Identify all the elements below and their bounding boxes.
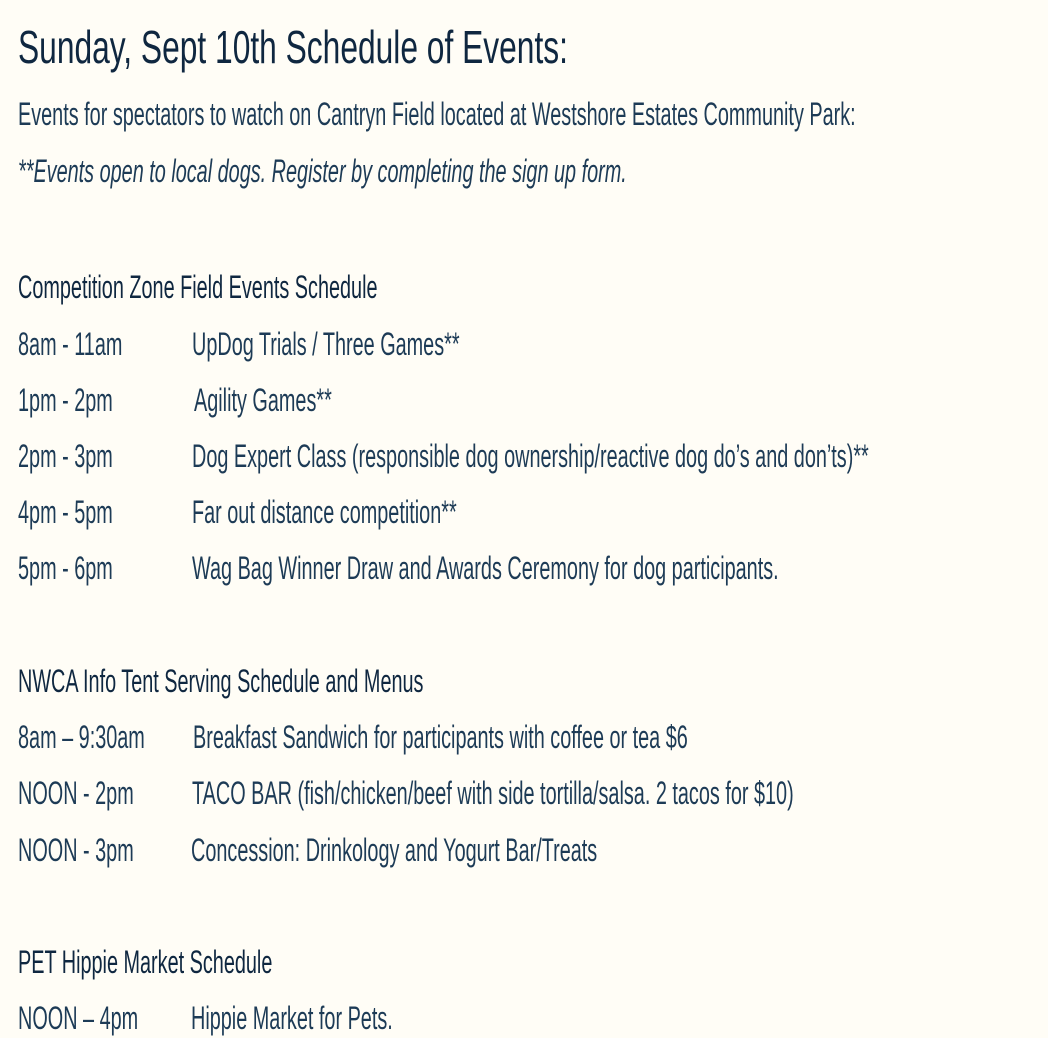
schedule-event-text: Agility Games**: [194, 382, 332, 418]
schedule-event-text: UpDog Trials / Three Games**: [192, 326, 460, 362]
menu-item: [192, 773, 1048, 813]
registration-note: [18, 151, 1000, 191]
info-tent-heading[interactable]: [18, 661, 672, 701]
schedule-time-text: 8am - 11am: [18, 326, 123, 362]
menu-time: [18, 717, 223, 757]
competition-zone-heading[interactable]: [18, 267, 598, 307]
menu-item-text: Concession: Drinkology and Yogurt Bar/Treats: [191, 832, 598, 868]
page-title-text: Sunday, Sept 10th Schedule of Events:: [18, 21, 568, 73]
market-time: [18, 998, 212, 1038]
schedule-time: [18, 548, 171, 588]
market-time-text: NOON – 4pm: [18, 1000, 139, 1036]
menu-item: [193, 717, 991, 757]
schedule-event: [192, 492, 619, 532]
schedule-event: [192, 548, 1048, 588]
schedule-time: [18, 492, 171, 532]
menu-item-text: Breakfast Sandwich for participants with coffee or tea $6: [193, 719, 688, 755]
schedule-event-text: Wag Bag Winner Draw and Awards Ceremony for dog participants.: [192, 550, 779, 586]
menu-time-text: NOON - 2pm: [18, 775, 134, 811]
intro-text-content: Events for spectators to watch on Cantryn Field located at Westshore Estates Community Park:: [18, 96, 856, 132]
hippie-market-heading[interactable]: [18, 942, 428, 982]
competition-zone-heading-text: Competition Zone Field Events Schedule: [18, 269, 378, 305]
hippie-market-heading-text: PET Hippie Market Schedule: [18, 944, 273, 980]
menu-time-text: 8am – 9:30am: [18, 719, 145, 755]
schedule-time-text: 5pm - 6pm: [18, 550, 113, 586]
schedule-event: [194, 380, 416, 420]
schedule-event: [192, 436, 1048, 476]
page-title: [18, 20, 815, 74]
menu-item: [191, 830, 846, 870]
schedule-time: [18, 324, 186, 364]
menu-item-text: TACO BAR (fish/chicken/beef with side tortilla/salsa. 2 tacos for $10): [192, 775, 794, 811]
menu-time: [18, 830, 205, 870]
registration-note-content: **Events open to local dogs. Register by completing the sign up form.: [18, 153, 627, 189]
schedule-event: [192, 324, 624, 364]
schedule-time: [18, 436, 171, 476]
schedule-event-text: Dog Expert Class (responsible dog ownership/reactive dog do’s and don’ts)**: [192, 438, 869, 474]
intro-text: [18, 94, 1048, 134]
schedule-time-text: 4pm - 5pm: [18, 494, 113, 530]
market-event-text: Hippie Market for Pets.: [191, 1000, 393, 1036]
menu-time-text: NOON - 3pm: [18, 832, 134, 868]
schedule-event-text: Far out distance competition**: [192, 494, 457, 530]
menu-time: [18, 773, 205, 813]
info-tent-heading-text: NWCA Info Tent Serving Schedule and Menus: [18, 663, 424, 699]
market-event: [191, 998, 516, 1038]
schedule-time: [18, 380, 171, 420]
schedule-time-text: 1pm - 2pm: [18, 382, 113, 418]
schedule-time-text: 2pm - 3pm: [18, 438, 113, 474]
